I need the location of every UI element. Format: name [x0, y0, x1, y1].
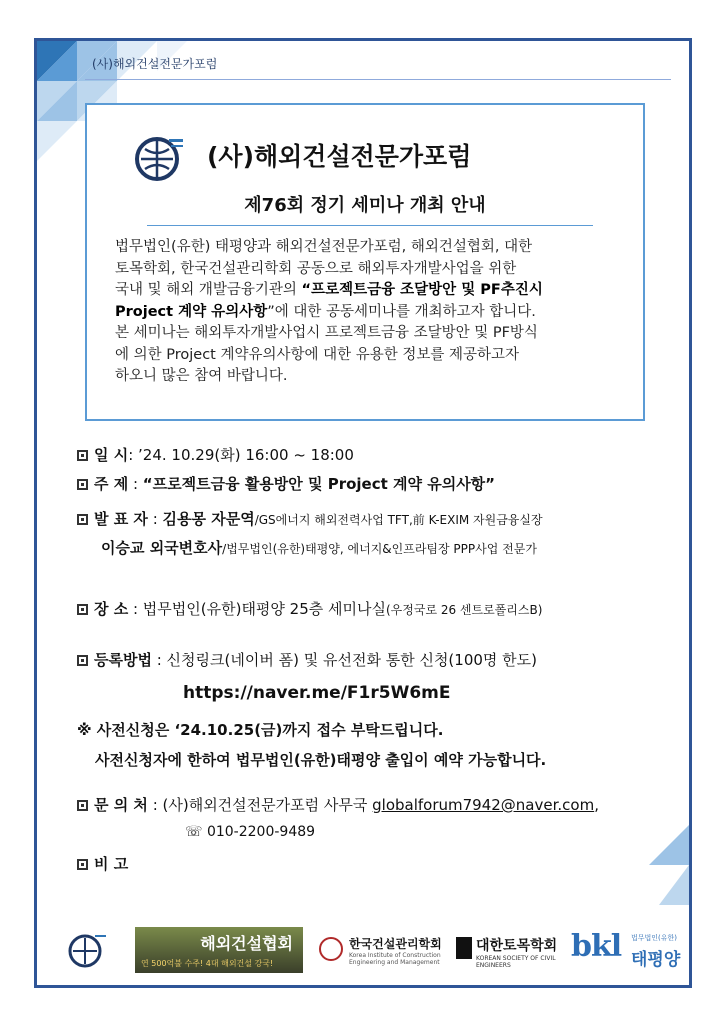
bkl-label: 법무법인(유한) [631, 934, 678, 942]
datetime-row [77, 444, 354, 465]
contact-value: : (사)해외건설전문가포럼 사무국 [147, 796, 373, 814]
contact-row [77, 794, 599, 815]
intro-line [115, 280, 629, 302]
kica-slogan: 연 500억불 수주! 4대 해외건설 강국! [141, 959, 274, 968]
bullet-square-icon [77, 514, 88, 525]
venue-address: (우정국로 26 센트로폴리스B) [385, 603, 543, 617]
topic-sep: : [128, 475, 143, 493]
registration-value: : 신청링크(네이버 폼) 및 유선전화 통한 신청(100명 한도) [151, 651, 538, 669]
bkl-logo [571, 929, 687, 973]
contact-key: 문 의 처 [94, 796, 148, 814]
venue-row [77, 598, 542, 619]
registration-link-row [183, 683, 450, 703]
kicem-logo [319, 935, 447, 971]
bkl-name: 태평양 [631, 950, 681, 970]
contact-comma: , [594, 796, 599, 814]
forum-logo-small-icon [67, 931, 107, 971]
registration-link[interactable]: https://naver.me/F1r5W6mE [183, 683, 451, 703]
bullet-square-icon [77, 800, 88, 811]
kica-logo [135, 927, 303, 973]
intro-text: ”에 대한 공동세미나를 개최하고자 합니다. [267, 303, 536, 320]
remarks-row [77, 853, 128, 874]
ksce-en: KOREAN SOCIETY OF CIVIL ENGINEERS [476, 955, 556, 969]
speaker1-name: 김용몽 자문역 [162, 510, 255, 528]
contact-phone: ☏ 010-2200-9489 [185, 824, 316, 840]
contact-email-link[interactable]: globalforum7942@naver.com [372, 796, 595, 814]
bkl-mark: bkl [571, 929, 622, 964]
org-title: (사)해외건설전문가포럼 [207, 142, 472, 171]
footer-logos [61, 925, 681, 977]
title-divider [147, 225, 593, 226]
intro-emphasis: “프로젝트금융 조달방안 및 PF추진시 [301, 282, 543, 298]
notice-line-1: ※ 사전신청은 ‘24.10.25(금)까지 접수 부탁드립니다. [77, 721, 444, 739]
notice-line-2: 사전신청자에 한하여 법무법인(유한)태평양 출입이 예약 가능합니다. [95, 751, 547, 769]
kicem-name: 한국건설관리학회 [349, 937, 442, 951]
intro-line: 하오니 많은 참여 바랍니다. [115, 368, 288, 384]
ksce-emblem-icon [456, 937, 472, 959]
speakers-sep: : [147, 510, 163, 528]
registration-row [77, 649, 537, 670]
topic-row [77, 473, 495, 494]
speaker2-row [101, 537, 537, 558]
speaker2-name: 이승교 외국변호사 [101, 539, 223, 557]
bullet-square-icon [77, 479, 88, 490]
ksce-name: 대한토목학회 [476, 938, 558, 954]
bullet-square-icon [77, 655, 88, 666]
title-box [85, 103, 645, 421]
speakers-row [77, 508, 543, 529]
intro-line: 법무법인(유한) 태평양과 해외건설전문가포럼, 해외건설협회, 대한 [115, 239, 533, 255]
intro-line [115, 302, 629, 324]
datetime-value: : ’24. 10.29(화) 16:00 ~ 18:00 [128, 446, 354, 464]
remarks-key: 비 고 [94, 855, 129, 873]
intro-paragraph [115, 237, 629, 388]
datetime-key: 일 시 [94, 446, 129, 464]
registration-key: 등록방법 [94, 651, 152, 669]
bullet-square-icon [77, 450, 88, 461]
intro-line: 에 의한 Project 계약유의사항에 대한 유용한 정보를 제공하고자 [115, 346, 520, 363]
topic-key: 주 제 [94, 475, 129, 493]
forum-logo-icon [133, 133, 185, 185]
bullet-square-icon [77, 604, 88, 615]
intro-text: 국내 및 해외 개발금융기관의 [115, 282, 302, 298]
bullet-square-icon [77, 859, 88, 870]
header-divider [85, 79, 671, 80]
kicem-emblem-icon [319, 937, 343, 961]
header-label: (사)해외건설전문가포럼 [92, 57, 218, 71]
venue-value: : 법무법인(유한)태평양 25층 세미나실 [128, 600, 386, 618]
venue-key: 장 소 [94, 600, 129, 618]
intro-line: 토목학회, 한국건설관리학회 공동으로 해외투자개발사업을 위한 [115, 260, 517, 277]
intro-line: 본 세미나는 해외투자개발사업시 프로젝트금융 조달방안 및 PF방식 [115, 325, 538, 341]
topic-value: “프로젝트금융 활용방안 및 Project 계약 유의사항” [142, 475, 496, 493]
speaker2-role: /법무법인(유한)태평양, 에너지&인프라팀장 PPP사업 전문가 [222, 542, 537, 556]
notice-frame [34, 38, 692, 988]
speaker1-role: /GS에너지 해외전력사업 TFT,前 K-EXIM 자원금융실장 [254, 513, 543, 527]
speakers-key: 발 표 자 [94, 510, 148, 528]
intro-emphasis: Project 계약 유의사항 [115, 303, 268, 320]
decorative-triangles-corner [649, 825, 689, 925]
seminar-title: 제76회 정기 세미나 개최 안내 [244, 195, 486, 216]
ksce-logo [456, 935, 560, 969]
kicem-en: Korea Institute of Construction Engineering and Management [349, 952, 441, 966]
kica-name: 해외건설협회 [200, 934, 293, 953]
